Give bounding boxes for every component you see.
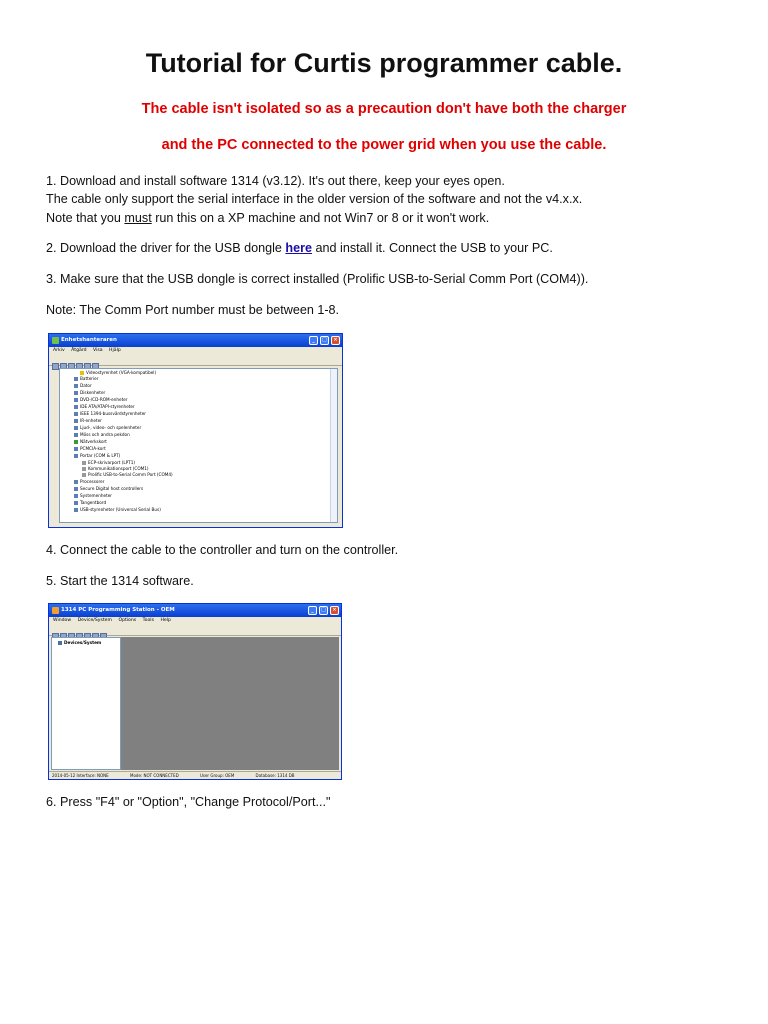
step-4: 4. Connect the cable to the controller and turn on the controller.: [46, 543, 399, 557]
menu-item: Device/System: [77, 618, 112, 623]
menu-item: Options: [118, 618, 137, 623]
device-icon: [74, 494, 78, 498]
menu-item: Window: [53, 618, 72, 623]
tree-node: IR-enheter: [80, 418, 102, 423]
tree-node: PCMCIA-kort: [80, 446, 106, 451]
step-1-line-3: [46, 208, 489, 228]
status-user-group: User Group: OEM: [199, 773, 235, 778]
device-manager-title: Enhetshanteraren: [61, 337, 117, 343]
tree-node: Secure Digital host controllers: [80, 486, 144, 491]
menu-item: Visa: [93, 348, 103, 353]
menu-item: Tools: [142, 618, 154, 623]
pc-station-menubar: [49, 617, 341, 625]
step-3: 3. Make sure that the USB dongle is correct installed (Prolific USB-to-Serial Comm Port (COM4)).: [46, 272, 589, 286]
step-1-line-1: 1. Download and install software 1314 (v3.12). It's out there, keep your eyes open.: [46, 174, 505, 188]
device-icon: [74, 433, 78, 437]
device-icon: [74, 405, 78, 409]
port-icon: [82, 473, 86, 477]
tree-node: DVD-/CD-ROM-enheter: [80, 397, 128, 402]
tree-node: USB-styrenheter (Universal Serial Bus): [80, 507, 161, 512]
tree-node: Portar (COM & LPT): [80, 453, 121, 458]
emphasis-must: must: [124, 211, 152, 225]
device-icon: [74, 508, 78, 512]
minimize-icon: _: [309, 336, 318, 345]
page-title: Tutorial for Curtis programmer cable.: [145, 48, 623, 78]
maximize-icon: □: [320, 336, 329, 345]
pc-station-title: 1314 PC Programming Station - OEM: [61, 607, 175, 613]
port-icon: [82, 467, 86, 471]
computer-icon: [58, 641, 62, 645]
step-1-line-3-pre: Note that you: [46, 211, 125, 225]
tree-node: IEEE 1394-bussvärdstyrenheter: [80, 411, 147, 416]
device-icon: [74, 391, 78, 395]
close-icon: ×: [330, 606, 339, 615]
tree-scrollbar: [330, 369, 337, 522]
tree-node: Kommunikationsport (COM1): [88, 466, 149, 471]
menu-item: Åtgärd: [71, 348, 87, 353]
tree-node: Ljud-, video- och spelenheter: [80, 425, 142, 430]
minimize-icon: _: [308, 606, 317, 615]
device-icon: [74, 377, 78, 381]
device-icon: [74, 440, 78, 444]
step-2-pre: 2. Download the driver for the USB dongle: [46, 241, 286, 255]
note: Note: The Comm Port number must be between 1-8.: [46, 303, 340, 317]
step-2: [46, 238, 553, 258]
status-database: Database: 1314 DB: [255, 773, 295, 778]
menu-item: Help: [160, 618, 171, 623]
workspace-pane: [121, 637, 339, 770]
devices-system-node: Devices/System: [64, 640, 102, 645]
tree-node: Dator: [80, 383, 92, 388]
device-manager-titlebar: [49, 334, 342, 347]
tree-node: Prolific USB-to-Serial Comm Port (COM4): [88, 472, 173, 477]
tree-node: Tangentbord: [80, 500, 107, 505]
warning-line-2: and the PC connected to the power grid when you use the cable.: [161, 137, 607, 153]
pc-programming-station-screenshot: [48, 603, 342, 780]
tree-node: Möss och andra pekdon: [80, 432, 130, 437]
device-icon: [74, 419, 78, 423]
close-icon: ×: [331, 336, 340, 345]
menu-item: Arkiv: [53, 348, 65, 353]
device-icon: [74, 398, 78, 402]
device-manager-icon: [52, 337, 59, 344]
tree-node: Systemenheter: [80, 493, 113, 498]
device-manager-screenshot: [48, 333, 343, 528]
pc-station-statusbar: [49, 771, 341, 779]
tree-node: Diskenheter: [80, 390, 106, 395]
back-icon: [52, 363, 59, 370]
device-system-pane: [51, 637, 121, 770]
maximize-icon: □: [319, 606, 328, 615]
driver-download-link[interactable]: here: [285, 241, 313, 255]
tree-node: Nätverkskort: [80, 439, 107, 444]
device-icon: [74, 426, 78, 430]
device-icon: [74, 501, 78, 505]
device-manager-toolbar: [49, 355, 342, 366]
tree-node: Processorer: [80, 479, 105, 484]
device-tree: [59, 368, 338, 523]
device-icon: [74, 412, 78, 416]
step-1-line-2: The cable only support the serial interface in the older version of the software and not the v4.x.x.: [46, 192, 583, 206]
status-date-interface: 2014-05-12 Interface: NONE: [52, 773, 109, 778]
step-6: 6. Press "F4" or "Option", "Change Protocol/Port...": [46, 795, 331, 809]
warning-icon: [80, 371, 84, 375]
tree-node: ECP-skrivarport (LPT1): [88, 460, 136, 465]
pc-station-toolbar: [49, 625, 341, 636]
pc-station-titlebar: [49, 604, 341, 617]
tree-node: Videostyrenhet (VGA-kompatibel): [86, 370, 157, 375]
device-icon: [74, 487, 78, 491]
tree-node: Batterier: [80, 376, 99, 381]
status-mode: Mode: NOT CONNECTED: [130, 773, 179, 778]
port-icon: [82, 461, 86, 465]
step-5: 5. Start the 1314 software.: [46, 574, 194, 588]
warning-line-1: The cable isn't isolated so as a precaution don't have both the charger: [141, 101, 627, 117]
menu-item: Hjälp: [109, 348, 121, 353]
tree-node: IDE ATA/ATAPI-styrenheter: [80, 404, 135, 409]
step-1-line-3-post: run this on a XP machine and not Win7 or 8 or it won't work.: [151, 211, 490, 225]
device-icon: [74, 480, 78, 484]
step-2-post: and install it. Connect the USB to your PC.: [312, 241, 553, 255]
device-icon: [74, 447, 78, 451]
device-icon: [74, 384, 78, 388]
app-icon: [52, 607, 59, 614]
device-icon: [74, 454, 78, 458]
device-manager-menubar: [49, 347, 342, 355]
